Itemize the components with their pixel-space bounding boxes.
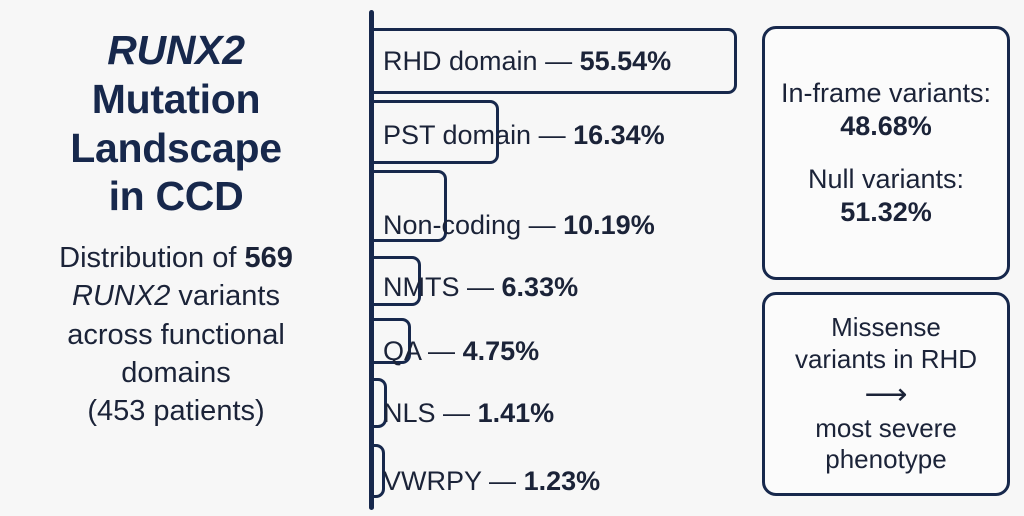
subtitle-variant-count: 569 <box>244 242 293 275</box>
domain-name: NMTS <box>383 272 460 302</box>
domain-percentage: 55.54% <box>579 46 672 76</box>
inframe-value: 48.68% <box>840 111 932 142</box>
domain-name: QA <box>383 336 421 366</box>
domain-name: NLS <box>383 398 436 428</box>
right-arrow-icon: ⟶ <box>864 377 908 411</box>
domain-label-nmts <box>383 274 578 301</box>
title-gene-name: RUNX2 <box>107 27 245 73</box>
domain-name: Non-coding <box>383 210 522 240</box>
domain-label-pst <box>383 122 665 149</box>
subtitle-patient-count: (453 patients) <box>87 395 265 428</box>
inframe-variant-stat <box>781 77 991 143</box>
domain-label-nls <box>383 400 554 427</box>
subtitle-block <box>59 239 293 430</box>
domain-percentage: 10.19% <box>563 210 655 240</box>
domain-percentage: 1.41% <box>477 398 555 428</box>
inframe-label: In-frame variants: <box>780 78 992 109</box>
domain-name: PST domain <box>383 120 532 150</box>
domain-percentage: 16.34% <box>573 120 665 150</box>
dash: — <box>443 398 471 428</box>
note-line-2: variants in RHD <box>794 343 978 374</box>
null-variant-stat <box>808 163 964 229</box>
dash: — <box>528 210 556 240</box>
note-line-1: Missense <box>831 312 941 343</box>
dash: — <box>428 336 456 366</box>
title-block <box>0 0 352 516</box>
domain-name: VWRPY <box>383 466 482 496</box>
domain-percentage: 4.75% <box>462 336 540 366</box>
null-value: 51.32% <box>840 196 932 227</box>
domain-label-non-coding <box>383 212 655 239</box>
dash: — <box>467 272 495 302</box>
note-line-4: phenotype <box>825 444 947 475</box>
domain-label-rhd <box>383 48 671 75</box>
domain-percentage: 1.23% <box>523 466 601 496</box>
domain-label-vwrpy <box>383 468 600 495</box>
subtitle-gene-name: RUNX2 <box>72 280 171 313</box>
subtitle-prefix: Distribution of <box>59 242 245 275</box>
domain-distribution-list <box>369 0 759 516</box>
domain-name: RHD domain <box>383 46 538 76</box>
subtitle-line-3: across functional <box>67 318 285 351</box>
domain-label-qa <box>383 338 539 365</box>
variant-type-card <box>762 26 1010 280</box>
dash: — <box>489 466 517 496</box>
title-line-3: Landscape <box>70 124 282 171</box>
domain-percentage: 6.33% <box>501 272 579 302</box>
dash: — <box>545 46 573 76</box>
subtitle-variants-word: variants <box>170 280 280 313</box>
null-label: Null variants: <box>807 164 965 194</box>
title-line-2: Mutation <box>91 75 261 122</box>
title-line-4: in CCD <box>108 173 244 220</box>
subtitle-line-4: domains <box>121 356 231 389</box>
note-line-3: most severe <box>815 412 957 443</box>
page-title <box>70 26 282 221</box>
dash: — <box>538 120 566 150</box>
missense-note-card <box>762 292 1010 496</box>
